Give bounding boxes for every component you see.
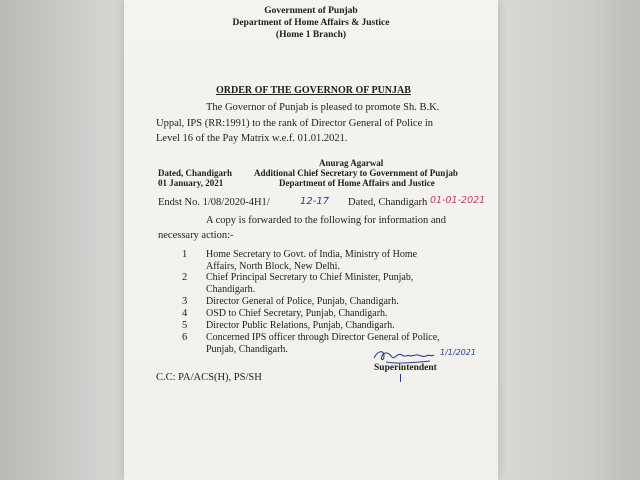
document-page (124, 0, 498, 480)
endst-handwritten-date: 01-01-2021 (430, 195, 486, 206)
order-body-line-1: The Governor of Punjab is pleased to promote Sh. B.K. (206, 102, 440, 113)
recipient-number: 6 (182, 332, 188, 343)
header-branch: (Home 1 Branch) (275, 30, 347, 40)
background-right (498, 0, 640, 480)
background-left (0, 0, 125, 480)
signatory-designation: Additional Chief Secretary to Government of Punjab (254, 168, 458, 178)
recipient-number: 1 (182, 249, 188, 260)
recipient-number: 3 (182, 296, 188, 307)
recipient-number: 4 (182, 308, 188, 319)
recipient-number: 2 (182, 272, 188, 283)
order-title: ORDER OF THE GOVERNOR OF PUNJAB (216, 85, 411, 96)
endst-number: Endst No. 1/08/2020-4H1/ (158, 197, 270, 208)
recipient-text: Chief Principal Secretary to Chief Minister, Punjab, Chandigarh. (206, 272, 414, 295)
recipient-text: Home Secretary to Govt. of India, Ministry of Home Affairs, North Block, New Delhi. (206, 249, 418, 272)
header-government: Government of Punjab (264, 6, 358, 16)
endst-dated-label: Dated, Chandigarh (348, 197, 428, 208)
superintendent-signature-date: 1/1/2021 (440, 348, 476, 357)
order-body-line-2: Uppal, IPS (RR:1991) to the rank of Director General of Police in (156, 118, 434, 129)
signatory-department: Department of Home Affairs and Justice (279, 178, 435, 188)
forward-text-line-2: necessary action:- (158, 230, 234, 241)
endst-handwritten-number: 12-17 (300, 196, 330, 207)
recipient-text: Concerned IPS officer through Director General of Police, Punjab, Chandigarh. (206, 332, 440, 355)
recipient-number: 5 (182, 320, 188, 331)
header-department: Department of Home Affairs & Justice (232, 18, 390, 28)
recipient-text: Director Public Relations, Punjab, Chandigarh. (206, 320, 395, 331)
superintendent-title: Superintendent (374, 363, 437, 373)
order-body-line-3: Level 16 of the Pay Matrix w.e.f. 01.01.2021. (156, 133, 348, 144)
cc-line: C.C: PA/ACS(H), PS/SH (156, 372, 262, 383)
forward-text-line-1: A copy is forwarded to the following for information and (206, 215, 446, 226)
dated-date: 01 January, 2021 (158, 178, 224, 188)
pen-mark (400, 374, 401, 382)
recipient-text: Director General of Police, Punjab, Chandigarh. (206, 296, 399, 307)
dated-place: Dated, Chandigarh (158, 168, 233, 178)
recipient-text: OSD to Chief Secretary, Punjab, Chandigarh. (206, 308, 388, 319)
signatory-name: Anurag Agarwal (319, 158, 384, 168)
